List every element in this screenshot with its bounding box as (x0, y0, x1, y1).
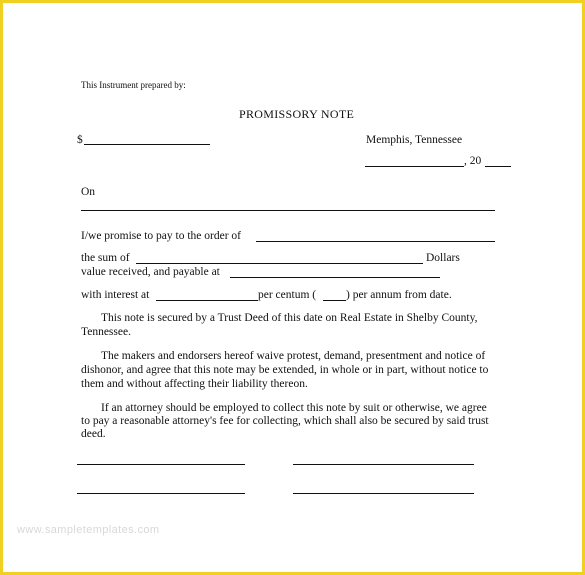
secured-text-line2: Tennessee. (81, 326, 131, 338)
on-blank[interactable] (81, 210, 495, 211)
payee-blank[interactable] (256, 241, 495, 242)
per-annum-label: ) per annum from date. (346, 289, 452, 301)
attorney-text-line2: to pay a reasonable attorney's fee for collecting, which shall also be secured by said trust (81, 415, 489, 427)
attorney-text-line1: If an attorney should be employed to collect this note by suit or otherwise, we agree (101, 402, 487, 414)
payable-at-label: value received, and payable at (81, 266, 220, 278)
dollars-label: Dollars (426, 252, 460, 264)
dollar-sign: $ (77, 134, 83, 146)
watermark-text: www.sampletemplates.com (17, 524, 160, 536)
makers-text-line1: The makers and endorsers hereof waive protest, demand, presentment and notice of (101, 350, 486, 362)
on-label: On (81, 186, 96, 198)
pay-order-label: I/we promise to pay to the order of (81, 230, 241, 242)
place-label: Memphis, Tennessee (366, 134, 463, 146)
prepared-by-label: This Instrument prepared by: (81, 80, 186, 90)
date-blank[interactable] (365, 166, 464, 167)
interest-at-label: with interest at (81, 289, 150, 301)
document-page (3, 3, 582, 572)
sum-blank[interactable] (136, 263, 423, 264)
document-title: PROMISSORY NOTE (239, 107, 355, 121)
secured-text-line1: This note is secured by a Trust Deed of this date on Real Estate in Shelby County, (101, 312, 478, 324)
percent-blank[interactable] (323, 300, 346, 301)
signature-line-left-2[interactable] (77, 493, 245, 494)
signature-line-right-2[interactable] (293, 493, 474, 494)
payable-at-blank[interactable] (230, 277, 440, 278)
year-blank[interactable] (485, 166, 511, 167)
amount-blank[interactable] (84, 144, 210, 145)
year-prefix: , 20 (464, 155, 482, 167)
makers-text-line3: them and without affecting their liability thereon. (81, 378, 308, 390)
sum-of-label: the sum of (81, 252, 130, 264)
makers-text-line2: dishonor, and agree that this note may be extended, in whole or in part, without notice to (81, 364, 489, 376)
attorney-text-line3: deed. (81, 428, 106, 440)
signature-line-left-1[interactable] (77, 464, 245, 465)
per-centum-label: per centum ( (258, 289, 317, 301)
signature-line-right-1[interactable] (293, 464, 474, 465)
interest-rate-blank[interactable] (156, 300, 258, 301)
